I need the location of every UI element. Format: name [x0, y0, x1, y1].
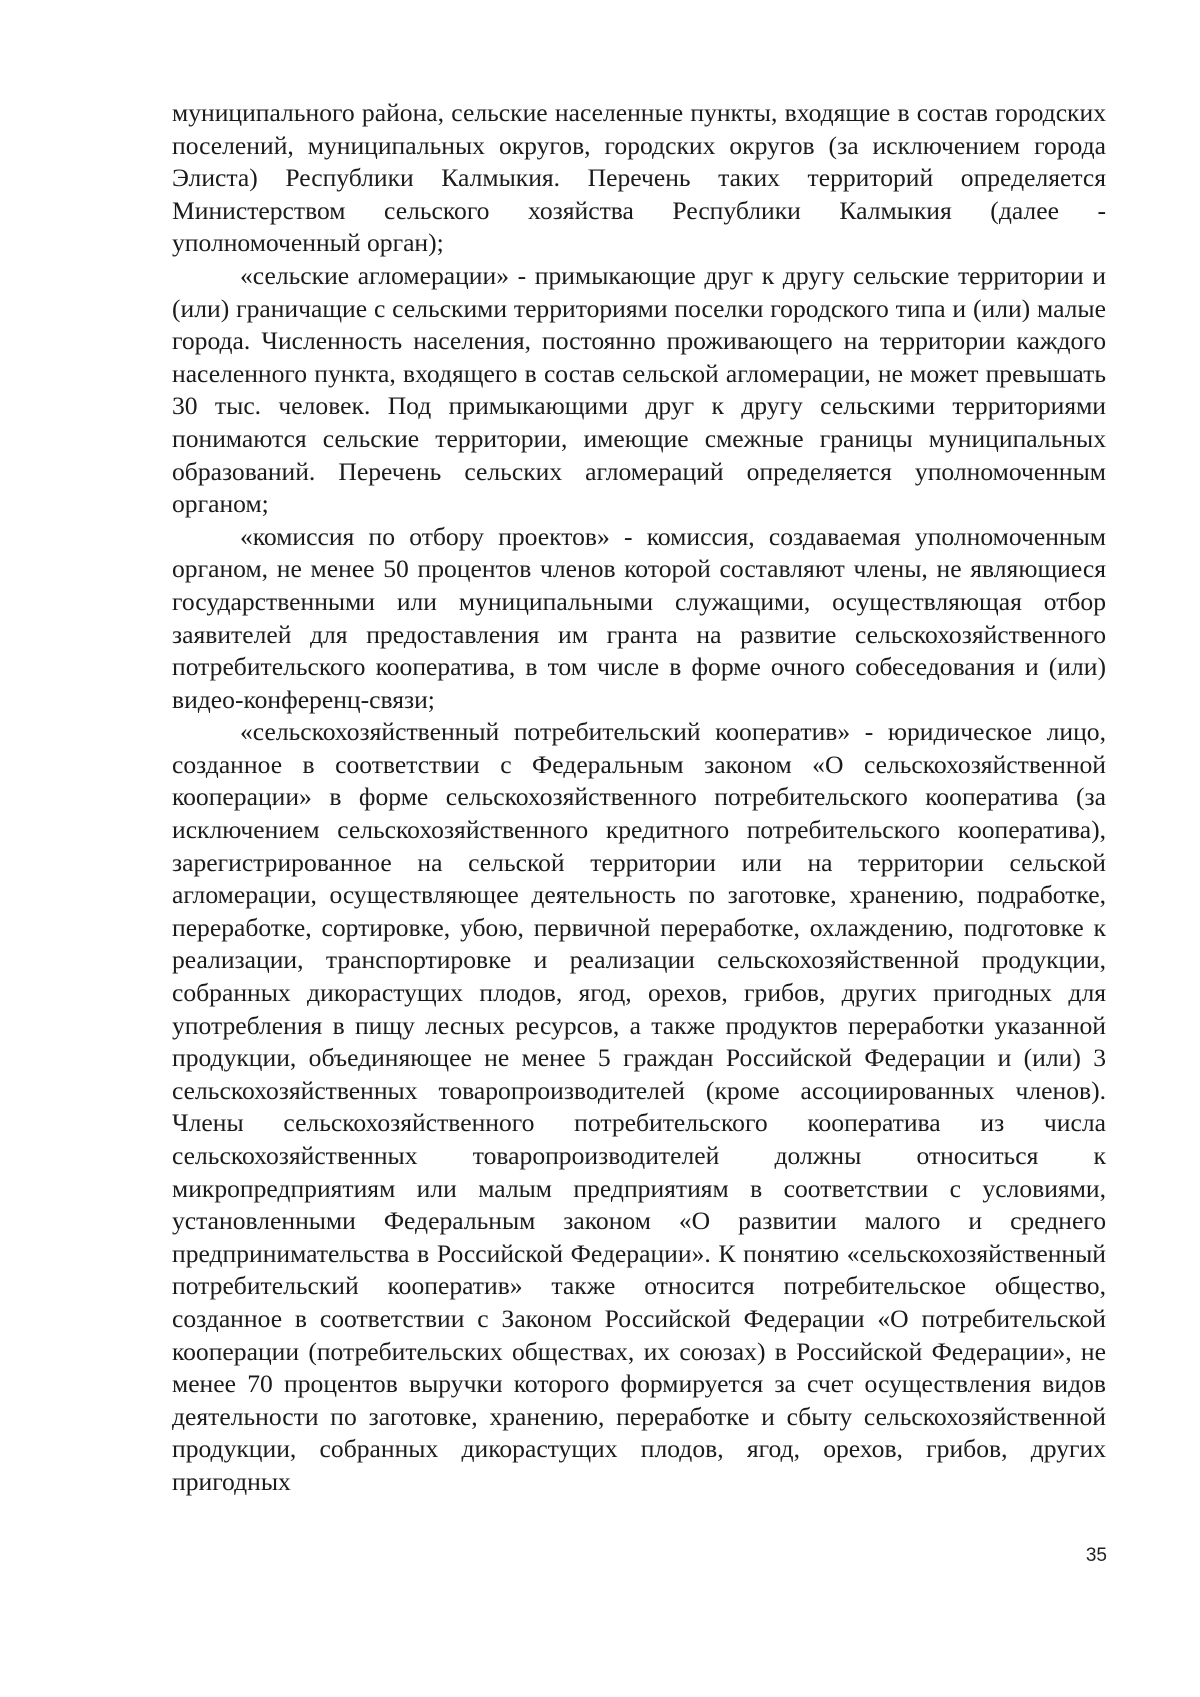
document-body	[172, 97, 1106, 1499]
paragraph-selection-commission: «комиссия по отбору проектов» - комиссия, создаваемая уполномоченным органом, не менее 50 процентов членов которой составляют члены, не являющиеся государственными или муниципальными служащими, осуществляющая отбор заявителей для предоставления им гранта на развитие сельскохозяйственного потребительского кооператива, в том числе в форме очного собеседования и (или) видео-конференц-связи;	[172, 521, 1106, 714]
paragraph-rural-agglomerations: «сельские агломерации» - примыкающие друг к другу сельские территории и (или) граничащие с сельскими территориями поселки городского типа и (или) малые города. Численность населения, постоянно проживающего на территории каждого населенного пункта, входящего в состав сельской агломерации, не может превышать 30 тыс. человек. Под примыкающими друг к другу сельскими территориями понимаются сельские территории, имеющие смежные границы муниципальных образований. Перечень сельских агломераций определяется уполномоченным органом;	[172, 260, 1106, 519]
paragraph-agricultural-cooperative: «сельскохозяйственный потребительский кооператив» - юридическое лицо, созданное в соответствии с Федеральным законом «О сельскохозяйственной кооперации» в форме сельскохозяйственного потребительского кооператива (за исключением сельскохозяйственного кредитного потребительского кооператива), зарегистрированное на сельской территории или на территории сельской агломерации, осуществляющее деятельность по заготовке, хранению, подработке, переработке, сортировке, убою, первичной переработке, охлаждению, подготовке к реализации, транспортировке и реализации сельскохозяйственной продукции, собранных дикорастущих плодов, ягод, орехов, грибов, других пригодных для употребления в пищу лесных ресурсов, а также продуктов переработки указанной продукции, объединяющее не менее 5 граждан Российской Федерации и (или) 3 сельскохозяйственных товаропроизводителей (кроме ассоциированных членов). Члены сельскохозяйственного потребительского кооператива из числа сельскохозяйственных товаропроизводителей должны относиться к микропредприятиям или малым предприятиям в соответствии с условиями, установленными Федеральным законом «О развитии малого и среднего предпринимательства в Российской Федерации». К понятию «сельскохозяйственный потребительский кооператив» также относится потребительское общество, созданное в соответствии с Законом Российской Федерации «О потребительской кооперации (потребительских обществах, их союзах) в Российской Федерации», не менее 70 процентов выручки которого формируется за счет осуществления видов деятельности по заготовке, хранению, переработке и сбыту сельскохозяйственной продукции, собранных дикорастущих плодов, ягод, орехов, грибов, других пригодных	[172, 717, 1106, 1496]
page-number: 35	[1085, 1545, 1107, 1566]
paragraph-continuation: муниципального района, сельские населенные пункты, входящие в состав городских поселений, муниципальных округов, городских округов (за исключением города Элиста) Республики Калмыкия. Перечень таких территорий определяется Министерством сельского хозяйства Республики Калмыкия (далее - уполномоченный орган);	[172, 98, 1106, 258]
